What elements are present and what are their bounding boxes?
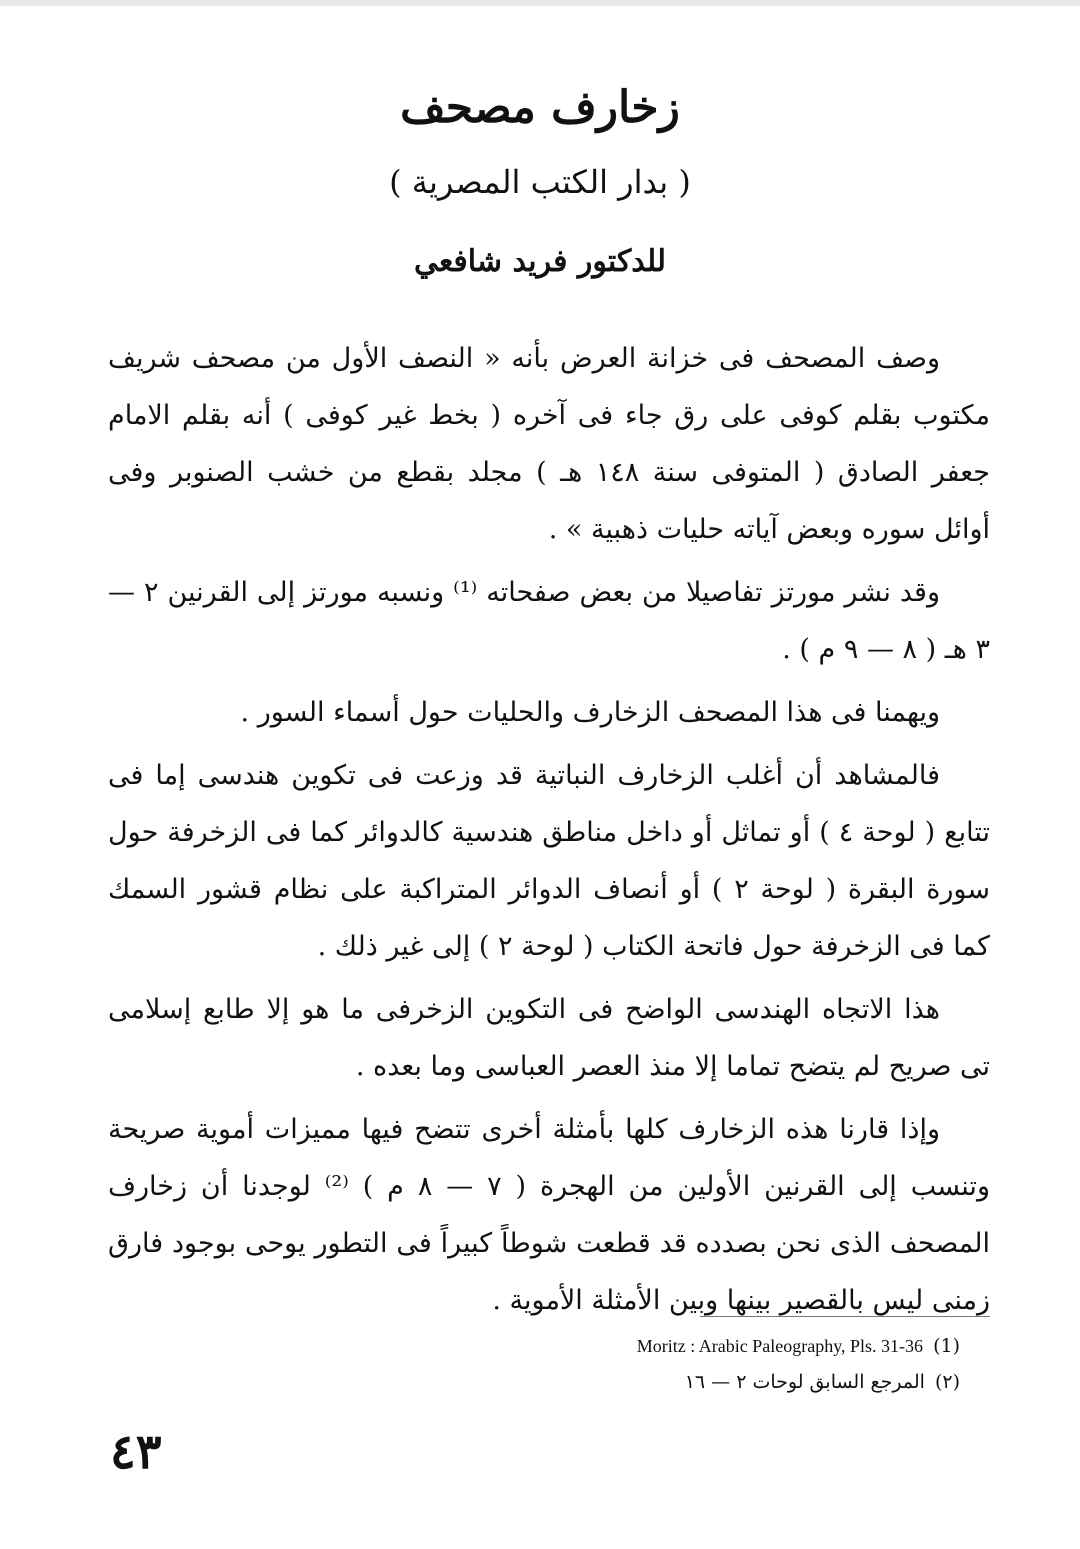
- paragraph-3: ويهمنا فى هذا المصحف الزخارف والحليات حول أسماء السور .: [240, 697, 940, 728]
- paragraph-4: فالمشاهد أن أغلب الزخارف النباتية قد وزعت فى تكوين هندسى إما فى تتابع ( لوحة ٤ ) أو تماثل أو داخل مناطق هندسية كالدوائر كما فى الزخرفة حول سورة البقرة ( لوحة ٢ ) أو أنصاف الدوائر المتراكبة على نظام قشور السمك كما فى الزخرفة حول فاتحة الكتاب ( لوحة ٢ ) إلى غير ذلك .: [108, 760, 990, 962]
- author-line: للدكتور فريد شافعي: [413, 244, 667, 279]
- body-text: [108, 330, 990, 1335]
- page-number: ٤٣: [110, 1424, 162, 1480]
- footnote-2-text: المرجع السابق لوحات ٢ — ١٦: [684, 1371, 925, 1393]
- footnote-2: [520, 1364, 960, 1400]
- paragraph-6: وإذا قارنا هذه الزخارف كلها بأمثلة أخرى تتضح فيها مميزات أموية صريحة وتنسب إلى القرنين الأولين من الهجرة ( ٧ — ٨ م ) ⁽²⁾ لوجدنا أن زخارف المصحف الذى نحن بصدده قد قطعت شوطاً كبيراً فى التطور يوحى بوجود فارق زمنى ليس بالقصير بينها وبين الأمثلة الأموية .: [108, 1114, 990, 1316]
- page-subtitle: ( بدار الكتب المصرية ): [389, 163, 691, 201]
- footnote-2-marker: (٢): [934, 1371, 960, 1393]
- footnote-1-text: Moritz : Arabic Paleography, Pls. 31-36: [636, 1336, 924, 1356]
- footnote-1: [520, 1328, 960, 1364]
- footnote-1-marker: (1): [933, 1335, 960, 1357]
- paragraph-1: وصف المصحف فى خزانة العرض بأنه « النصف الأول من مصحف شريف مكتوب بقلم كوفى على رق جاء فى آخره ( بخط غير كوفى ) أنه بقلم الامام جعفر الصادق ( المتوفى سنة ١٤٨ هـ ) مجلد بقطع من خشب الصنوبر وفى أوائل سوره وبعض آياته حليات ذهبية » .: [108, 343, 990, 545]
- paragraph-2: وقد نشر مورتز تفاصيلا من بعض صفحاته ⁽¹⁾ ونسبه مورتز إلى القرنين ٢ — ٣ هـ ( ٨ — ٩ م ) .: [108, 577, 990, 665]
- paragraph-5: هذا الاتجاه الهندسى الواضح فى التكوين الزخرفى ما هو إلا طابع إسلامى تى صريح لم يتضح تماما إلا منذ العصر العباسى وما بعده .: [108, 994, 990, 1082]
- page-title: زخارف مصحف: [400, 82, 680, 133]
- footnote-divider: [700, 1316, 990, 1317]
- footnotes: [520, 1328, 960, 1400]
